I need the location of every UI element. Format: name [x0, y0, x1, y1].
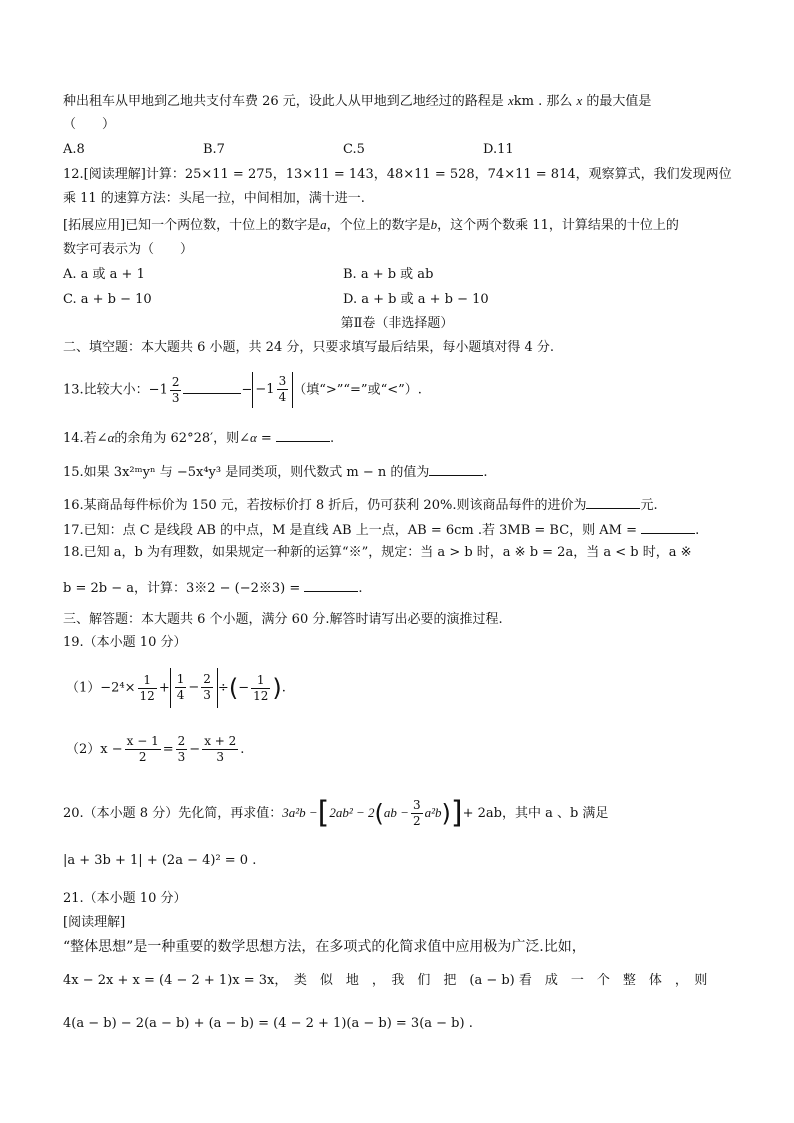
q21-line3: 4(a − b) − 2(a − b) + (a − b) = (4 − 2 + 1)(a − b) = 3(a − b) . [63, 1016, 473, 1031]
q13-absolute-value: −1 $\frac{3}{4}$ [252, 372, 293, 408]
q18-answer-blank[interactable] [304, 577, 358, 592]
q12-line3: [拓展应用]已知一个两位数，十位上的数字是a，个位上的数字是b，这个两个数乘 11，计算结果的十位上的 [63, 217, 679, 233]
section3-heading: 三、解答题：本大题共 6 个小题，满分 60 分.解答时请写出必要的演推过程. [63, 612, 503, 627]
q19-part1: （1）−2⁴× $\frac{1}{12}$ + $\frac{1}{4}$ − $\frac{2}{3}$ ÷(− $\frac{1}{12}$ ). [66, 668, 286, 709]
q12-line4: 数字可表示为（ ） [63, 242, 194, 257]
q21-line1: “整体思想”是一种重要的数学思想方法，在多项式的化简求值中应用极为广泛.比如， [63, 939, 586, 955]
q12-option-b[interactable]: B. a + b 或 ab [343, 267, 434, 282]
q16-answer-blank[interactable] [586, 494, 640, 509]
q18-line1: 18.已知 a，b 为有理数，如果规定一种新的运算“※”，规定：当 a > b 时，a ※ b = 2a，当 a < b 时，a ※ [63, 545, 692, 560]
q11-answer-paren: （ ） [63, 117, 116, 132]
q11-option-c[interactable]: C.5 [343, 142, 365, 157]
q11-option-d[interactable]: D.11 [483, 142, 514, 157]
q11-option-a[interactable]: A.8 [63, 142, 85, 157]
section2-heading: 二、填空题：本大题共 6 小题，共 24 分，只要求填写最后结果，每小题填对得 4 分. [63, 340, 555, 355]
q12-line1: 12.[阅读理解]计算：25×11 = 275，13×11 = 143，48×11 = 528，74×11 = 814，观察算式，我们发现两位 [63, 167, 732, 182]
q12-option-c[interactable]: C. a + b − 10 [63, 292, 152, 307]
q21-heading: 21.（本小题 10 分） [63, 891, 187, 906]
q11-stem: 种出租车从甲地到乙地共支付车费 26 元，设此人从甲地到乙地经过的路程是 xkm . 那么 x 的最大值是 [63, 93, 652, 109]
q19-absolute-value: $\frac{1}{4}$ − $\frac{2}{3}$ [170, 668, 218, 708]
q17: 17.已知：点 C 是线段 AB 的中点，M 是直线 AB 上一点，AB = 6cm .若 3MB = BC，则 AM = . [63, 519, 699, 540]
q12-option-a[interactable]: A. a 或 a + 1 [63, 267, 145, 282]
q13-answer-blank[interactable] [183, 379, 241, 394]
part2-title: 第Ⅱ卷（非选择题） [340, 316, 454, 331]
q14: 14.若∠α的余角为 62°28′，则∠α = . [63, 427, 334, 448]
q11-option-b[interactable]: B.7 [203, 142, 225, 157]
q21-line2: 4x − 2x + x = (4 − 2 + 1)x = 3x， 类 似 地 ， 我 们 把 (a − b) 看 成 一 个 整 体 ， 则 [63, 973, 708, 988]
q15-answer-blank[interactable] [429, 461, 483, 476]
q13-fraction-1: $\frac{2}{3}$ [171, 374, 180, 405]
q13: 13.比较大小：−1 $\frac{2}{3}$ − −1 $\frac{3}{4}$ （填“>”“=”或“<”）. [63, 372, 422, 409]
q17-answer-blank[interactable] [641, 519, 695, 534]
q18-line2: b = 2b − a，计算：3※2 − (−2※3) = . [63, 577, 363, 598]
q20-line1: 20.（本小题 8 分）先化简，再求值：3a²b −[2ab² − 2(ab − $\frac{3}{2}$ a²b)]+ 2ab，其中 a 、b 满足 [63, 795, 609, 831]
q14-answer-blank[interactable] [276, 427, 330, 442]
q16: 16.某商品每件标价为 150 元，若按标价打 8 折后，仍可获利 20%.则该商品每件的进价为 元. [63, 494, 658, 515]
q12-option-d[interactable]: D. a + b 或 a + b − 10 [343, 292, 489, 307]
q21-subheading: [阅读理解] [63, 915, 126, 930]
q19-heading: 19.（本小题 10 分） [63, 635, 187, 650]
q19-part2: （2）x − $\frac{x - 1}{2}$ = $\frac{2}{3}$ − $\frac{x + 2}{3}$ . [66, 734, 245, 764]
q20-line2: |a + 3b + 1| + (2a − 4)² = 0 . [63, 853, 257, 868]
q12-line2: 乘 11 的速算方法：头尾一拉，中间相加，满十进一. [63, 191, 365, 206]
q15: 15.如果 3x²ᵐyⁿ 与 −5x⁴y³ 是同类项，则代数式 m − n 的值为 . [63, 461, 487, 482]
